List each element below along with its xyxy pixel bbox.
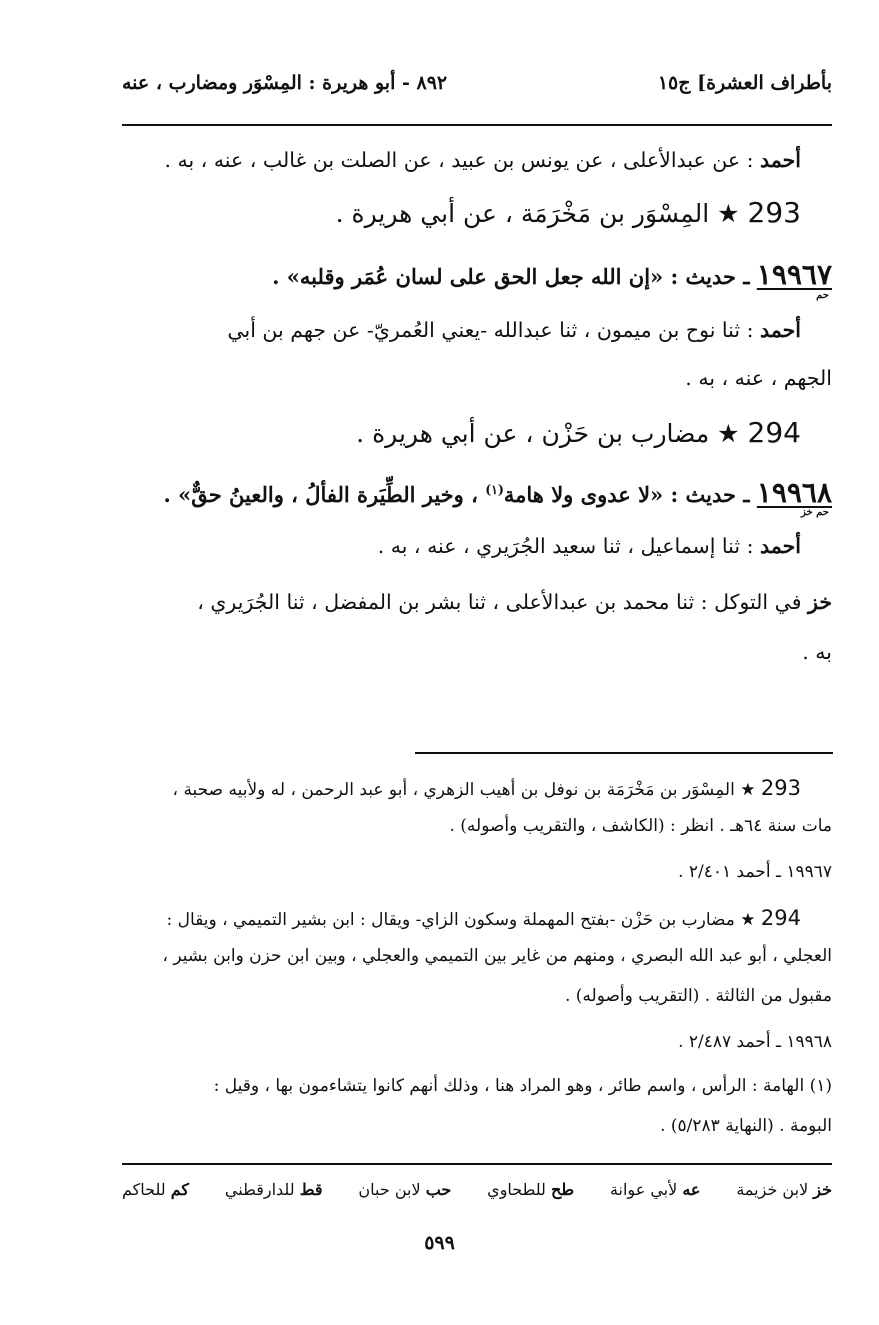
hadith-line-19968 [163,476,832,509]
narration-line-4 [227,318,801,342]
hadith-text: ـ حديث : «لا عدوى ولا هامة [503,482,757,507]
abbr-item: حب لابن حبان [358,1180,452,1199]
narration-text: : ثنا نوح بن ميمون ، ثنا عبدالله -يعني العُمريّ- عن جهم بن أبي [227,318,761,342]
footnote-text: المِسْوَر بن مَخْرَمَة بن نوفل بن أهيب الزهري ، أبو عبد الرحمن ، له ولأبيه صحبة ، [172,780,741,800]
star-icon: ★ [740,780,756,800]
hadith-number: ١٩٩٦٧ [756,258,832,291]
narration-text: : ثنا إسماعيل ، ثنا سعيد الجُرَيري ، عنه ، به . [377,534,761,558]
entry-title-text: المِسْوَر بن مَخْرَمَة ، عن أبي هريرة . [335,199,718,228]
footnote-294-line-3: مقبول من الثالثة . (التقريب وأصوله) . [564,986,832,1006]
narration-line-10: به . [802,640,832,664]
footnote-19968: ١٩٩٦٨ ـ أحمد ٢/٤٨٧ . [678,1032,832,1052]
footnote-text: مضارب بن حَزْن -بفتح المهملة وسكون الزاي- ويقال : ابن بشير التميمي ، ويقال : [166,910,741,930]
source-label: أحمد [760,534,801,558]
footnote-19967: ١٩٩٦٧ ـ أحمد ٢/٤٠١ . [678,862,832,882]
hadith-number: ١٩٩٦٨ [756,476,832,509]
hadith-line-19967 [272,258,832,291]
source-label: أحمد [760,318,801,342]
source-code-mark: حم خز [800,507,829,518]
page-number: ٥٩٩ [424,1232,455,1254]
footnote-1-line-1: (١) الهامة : الرأس ، واسم طائر ، وهو المراد هنا ، وذلك أنهم كانوا يتشاءمون بها ، وقيل : [213,1076,832,1096]
abbr-item: عه لأبي عوانة [609,1180,701,1199]
entry-title-293 [336,196,801,229]
running-header-right: بأطراف العشرة] ج١٥ [657,72,832,94]
source-label: أحمد [760,148,801,172]
narration-text: : عن عبدالأعلى ، عن يونس بن عبيد ، عن الصلت بن غالب ، عنه ، به . [164,148,761,172]
footnote-number: 293 [760,776,801,800]
narration-text: في التوكل : ثنا محمد بن عبدالأعلى ، ثنا بشر بن المفضل ، ثنا الجُرَيري ، [197,590,809,614]
abbreviations-key [122,1180,832,1199]
star-icon: ★ [717,419,740,448]
star-icon: ★ [740,910,756,930]
entry-number: 293 [747,196,801,229]
abbr-item: طح للطحاوي [487,1180,575,1199]
abbreviations-rule [122,1163,832,1165]
abbr-item: كم للحاكم [122,1180,190,1199]
entry-title-294 [356,416,801,449]
footnote-1-line-2: البومة . (النهاية ٥/٢٨٣) . [660,1116,832,1136]
abbr-item: خز لابن خزيمة [736,1180,832,1199]
narration-line-8 [378,534,801,558]
footnote-ref[interactable]: (١) [485,482,504,497]
narration-line-5: الجهم ، عنه ، به . [685,366,832,390]
footnote-294-line-1 [167,906,801,930]
footnote-293-line-2: مات سنة ٦٤هـ . انظر : (الكاشف ، والتقريب وأصوله) . [449,816,832,836]
footnote-294-line-2: العجلي ، أبو عبد الله البصري ، ومنهم من غاير بين التميمي والعجلي ، وبين ابن حزن وابن بشير ، [162,946,832,966]
narration-line-1 [164,148,801,172]
narration-line-9 [197,590,832,614]
abbr-item: قط للدارقطني [224,1180,323,1199]
header-rule [122,124,832,126]
entry-number: 294 [747,416,801,449]
source-label: خز [808,590,832,614]
hadith-text: ـ حديث : «إن الله جعل الحق على لسان عُمَر وقلبه» . [272,264,757,289]
running-header-left: ٨٩٢ - أبو هريرة : المِسْوَر ومضارب ، عنه [122,72,448,94]
footnote-rule [415,752,833,754]
source-code-mark: حم [816,290,829,301]
footnote-293-line-1 [173,776,801,800]
hadith-text: ، وخير الطِّيَرة الفألُ ، والعينُ حقٌّ» . [163,482,486,507]
star-icon: ★ [717,199,740,228]
entry-title-text: مضارب بن حَزْن ، عن أبي هريرة . [356,419,718,448]
footnote-number: 294 [760,906,801,930]
